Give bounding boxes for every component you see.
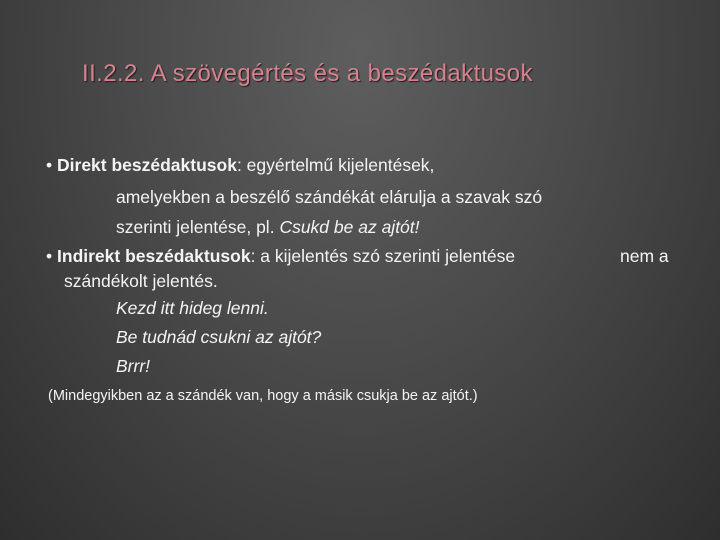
example-indirect-2: Be tudnád csukni az ajtót? — [116, 327, 322, 347]
bullet-direct-line2: amelyekben a beszélő szándékát elárulja a szavak szó — [116, 187, 543, 207]
bullet-indirect — [46, 248, 515, 266]
term-direct: Direkt beszédaktusok — [57, 155, 237, 175]
footnote: (Mindegyikben az a szándék van, hogy a másik csukja be az ajtót.) — [48, 388, 478, 404]
example-indirect-3: Brrr! — [116, 356, 151, 376]
bullet-indirect-line2: szándékolt jelentés. — [64, 271, 218, 291]
bullet-indirect-tail: nem a — [620, 246, 669, 266]
example-direct: Csukd be az ajtót! — [279, 217, 420, 237]
bullet-direct-line3 — [116, 219, 420, 237]
bullet-direct-line3-text: szerinti jelentése, pl. — [116, 217, 275, 237]
bullet-indirect-text: : a kijelentés szó szerinti jelentése — [250, 246, 516, 266]
example-indirect-1: Kezd itt hideg lenni. — [116, 298, 269, 318]
term-indirect: Indirekt beszédaktusok — [57, 246, 251, 266]
bullet-marker: • — [46, 155, 53, 175]
bullet-direct — [46, 157, 434, 175]
bullet-direct-text: : egyértelmű kijelentések, — [236, 155, 435, 175]
slide-title: II.2.2. A szövegértés és a beszédaktusok — [82, 60, 533, 87]
bullet-marker: • — [46, 246, 53, 266]
